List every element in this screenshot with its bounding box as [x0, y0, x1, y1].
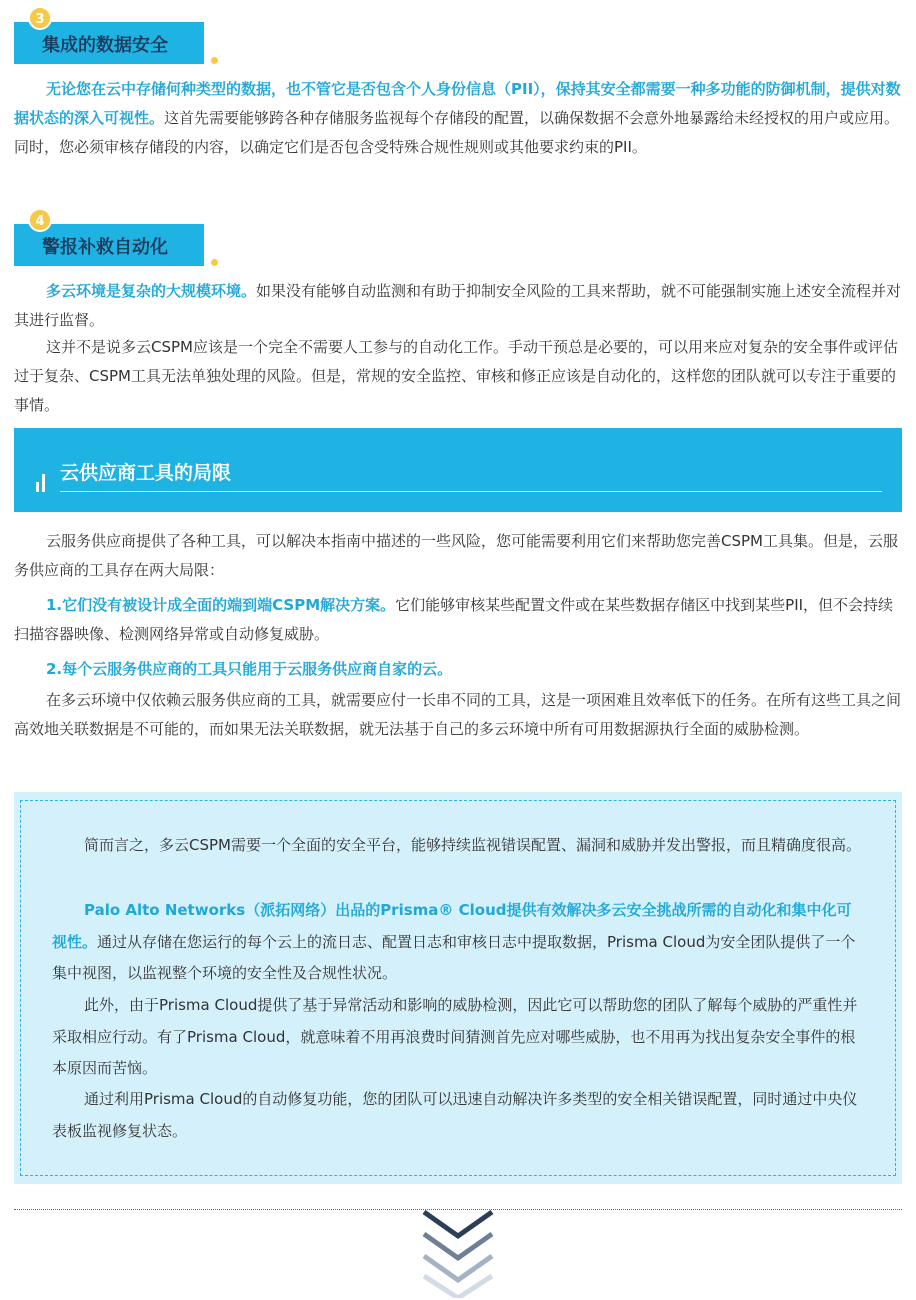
- limits-point-1: [14, 591, 902, 649]
- limits-point-1-highlight: 1.它们没有被设计成全面的端到端CSPM解决方案。: [46, 596, 396, 614]
- decorative-dot: [211, 259, 218, 266]
- callout-paragraph-2: [52, 895, 864, 990]
- callout-p1-text: 简而言之，多云CSPM需要一个全面的安全平台，能够持续监视错误配置、漏洞和威胁并发出警报，而且精确度很高。: [84, 836, 861, 854]
- bar-graph-icon: [36, 472, 52, 492]
- section-4-body-2: 这并不是说多云CSPM应该是一个完全不需要人工参与的自动化工作。手动干预总是必要的，可以用来应对复杂的安全事件或评估过于复杂、CSPM工具无法单独处理的风险。但是，常规的安全监控、审核和修正应该是自动化的，这样您的团队就可以专注于重要的事情。: [14, 338, 898, 414]
- limits-point-2: [14, 655, 902, 684]
- callout-p3-text: 此外，由于Prisma Cloud提供了基于异常活动和影响的威胁检测，因此它可以帮助您的团队了解每个威胁的严重性并采取相应行动。有了Prisma Cloud，就意味着不用再浪费时间猜测首先应对哪些威胁，也不用再为找出复杂安全事件的根本原因而苦恼。: [52, 996, 858, 1077]
- callout-paragraph-3: [52, 990, 864, 1085]
- limits-point-1-body: 它们能够审核某些配置文件或在某些数据存储区中找到某些PII，但不会持续扫描容器映像、检测网络异常或自动修复威胁。: [14, 596, 894, 643]
- limits-point-2-highlight: 2.每个云服务供应商的工具只能用于云服务供应商自家的云。: [46, 660, 453, 678]
- chevron-down-icon: [420, 1210, 496, 1298]
- section-3-header: [14, 12, 204, 64]
- section-number-badge: 3: [28, 6, 52, 30]
- summary-callout: [14, 792, 902, 1184]
- section-banner: [14, 428, 902, 512]
- section-4-body: 如果没有能够自动监测和有助于抑制安全风险的工具来帮助，就不可能强制实施上述安全流程并对其进行监督。: [14, 282, 902, 329]
- section-3-highlight: 无论您在云中存储何种类型的数据，也不管它是否包含个人身份信息（PII），保持其安全都需要一种多功能的防御机制，提供对数据状态的深入可视性。: [14, 80, 901, 127]
- callout-p4-text: 通过利用Prisma Cloud的自动修复功能，您的团队可以迅速自动解决许多类型的安全相关错误配置，同时通过中央仪表板监视修复状态。: [52, 1090, 858, 1140]
- limits-intro-text: 云服务供应商提供了各种工具，可以解决本指南中描述的一些风险，您可能需要利用它们来帮助您完善CSPM工具集。但是，云服务供应商的工具存在两大局限：: [14, 532, 898, 579]
- section-3-paragraph: [14, 75, 902, 162]
- section-4-highlight: 多云环境是复杂的大规模环境。: [46, 282, 257, 300]
- callout-paragraph-1: [52, 830, 864, 862]
- section-3-title: 集成的数据安全: [42, 35, 168, 56]
- callout-highlight: Palo Alto Networks（派拓网络）出品的Prisma® Cloud提供有效解决多云安全挑战所需的自动化和集中化可视性。: [52, 901, 852, 951]
- banner-title: 云供应商工具的局限: [60, 462, 232, 484]
- chevron-1: [424, 1212, 492, 1236]
- section-4-title: 警报补救自动化: [42, 237, 168, 258]
- section-4-header: [14, 214, 204, 266]
- callout-p2-body: 通过从存储在您运行的每个云上的流日志、配置日志和审核日志中提取数据，Prisma Cloud为安全团队提供了一个集中视图，以监视整个环境的安全性及合规性状况。: [52, 932, 856, 982]
- section-number-badge: 4: [28, 208, 52, 232]
- banner-underline: [60, 491, 882, 492]
- limits-closing: [14, 686, 902, 744]
- decorative-dot: [211, 57, 218, 64]
- section-3-body: 这首先需要能够跨各种存储服务监视每个存储段的配置，以确保数据不会意外地暴露给未经授权的用户或应用。同时，您必须审核存储段的内容，以确定它们是否包含受特殊合规性规则或其他要求约束的PII。: [14, 109, 900, 156]
- callout-paragraph-4: [52, 1084, 864, 1147]
- limits-intro: [14, 527, 902, 585]
- section-4-paragraph-2: [14, 333, 902, 420]
- section-4-paragraph-1: [14, 277, 902, 335]
- limits-closing-text: 在多云环境中仅依赖云服务供应商的工具，就需要应付一长串不同的工具，这是一项困难且效率低下的任务。在所有这些工具之间高效地关联数据是不可能的，而如果无法关联数据，就无法基于自己的多云环境中所有可用数据源执行全面的威胁检测。: [14, 691, 902, 738]
